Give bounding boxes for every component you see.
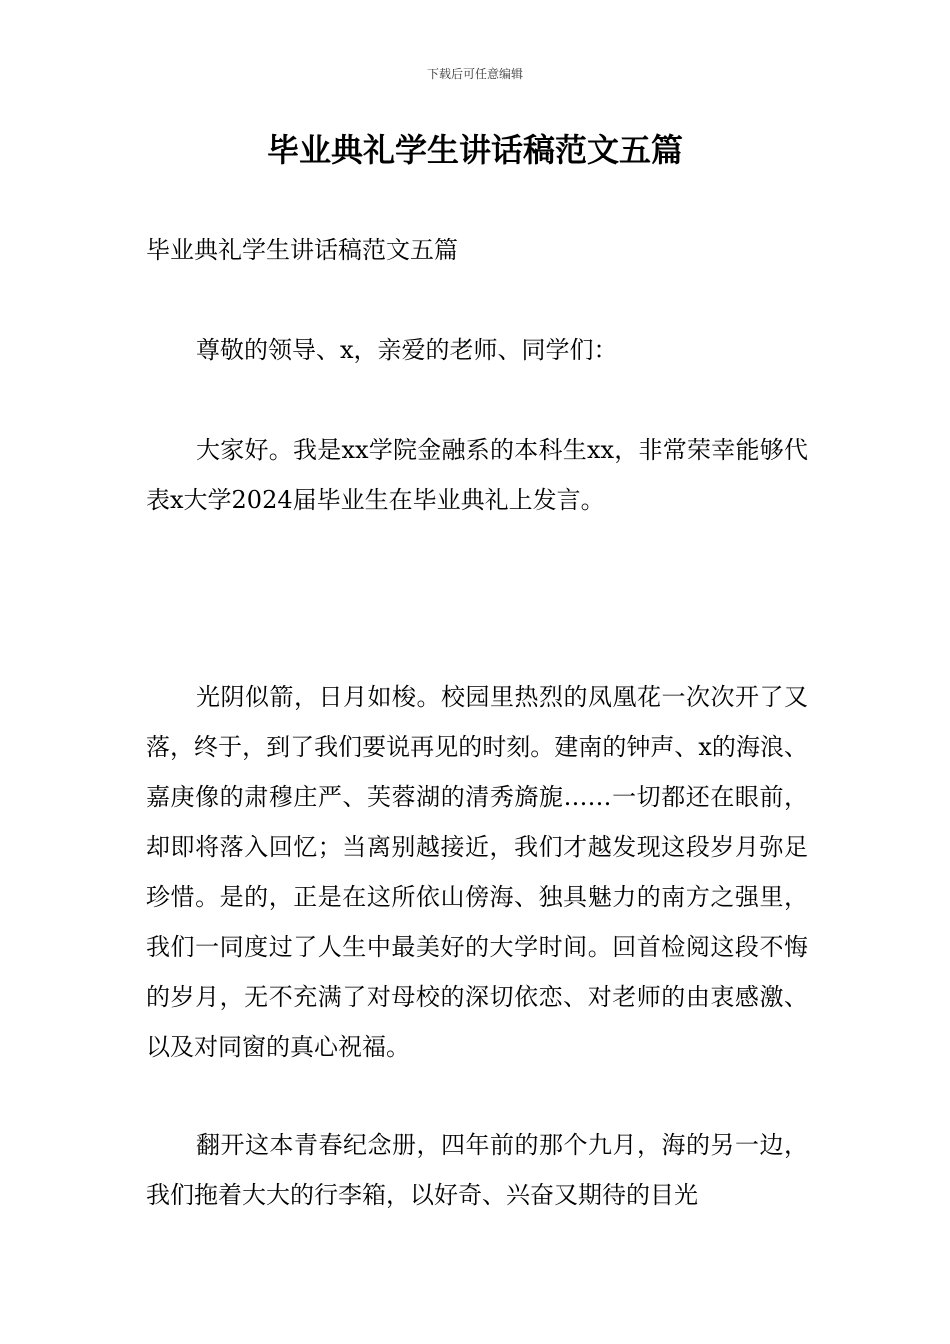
- document-title: 毕业典礼学生讲话稿范文五篇: [266, 131, 683, 169]
- time-passing-paragraph: 光阴似箭，日月如梭。校园里热烈的凤凰花一次次开了又落，终于，到了我们要说再见的时刻。建南的钟声、x的海浪、嘉庚像的肃穆庄严、芙蓉湖的清秀旖旎……一切都还在眼前，却即将落入回忆；当离别越接近，我们才越发现这段岁月弥足珍惜。是的，正是在这所依山傍海、独具魅力的南方之强里，我们一同度过了人生中最美好的大学时间。回首检阅这段不悔的岁月，无不充满了对母校的深切依恋、对老师的由衷感激、以及对同窗的真心祝福。: [146, 683, 808, 1061]
- memory-paragraph: 翻开这本青春纪念册，四年前的那个九月，海的另一边，我们拖着大大的行李箱，以好奇、兴奋又期待的目光: [146, 1131, 808, 1209]
- intro-paragraph: 大家好。我是xx学院金融系的本科生xx，非常荣幸能够代表x大学2024届毕业生在毕业典礼上发言。: [146, 436, 808, 514]
- header-note: 下载后可任意编辑: [426, 67, 523, 81]
- greeting-paragraph: 尊敬的领导、x，亲爱的老师、同学们：: [196, 336, 618, 364]
- subtitle-paragraph: 毕业典礼学生讲话稿范文五篇: [146, 236, 458, 264]
